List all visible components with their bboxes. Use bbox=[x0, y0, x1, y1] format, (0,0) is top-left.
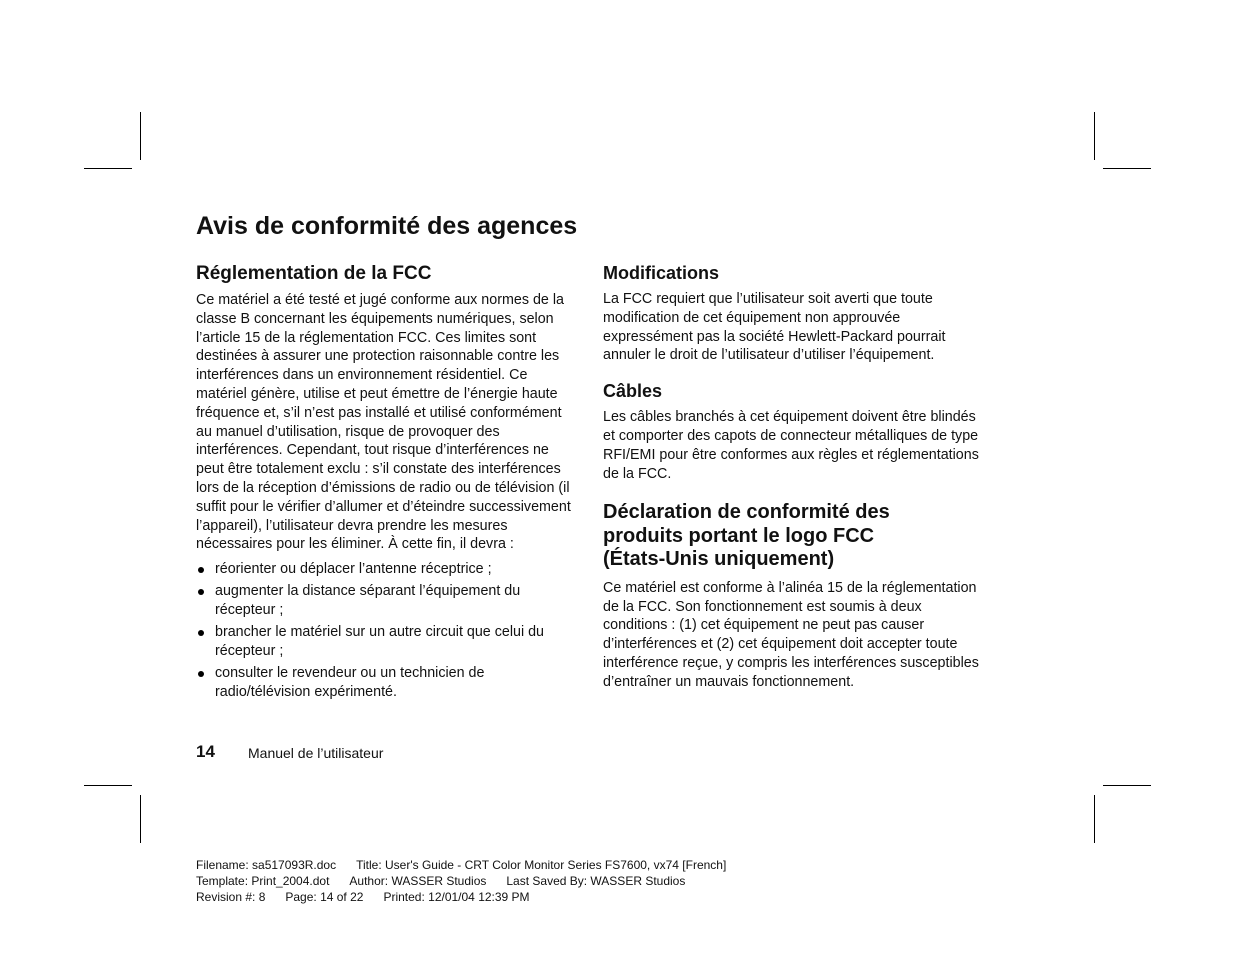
metadata-line bbox=[196, 857, 726, 873]
crop-mark-bottom-right-horizontal bbox=[1103, 785, 1151, 786]
bullet-icon bbox=[198, 671, 204, 677]
metadata-printed: Printed: 12/01/04 12:39 PM bbox=[383, 890, 530, 904]
list-item bbox=[196, 560, 576, 580]
bullet-icon bbox=[198, 630, 204, 636]
left-column bbox=[196, 262, 576, 705]
metadata-author: Author: WASSER Studios bbox=[349, 874, 487, 888]
declaration-paragraph: Ce matériel est conforme à l’alinéa 15 de la réglementation de la FCC. Son fonctionnement est soumis à deux conditions : (1) cet équipement ne peut pas causer d’interférences et (2) cet équipement doit accepter toute interférence reçue, y compris les interférences susceptibles d’entraîner un mauvais fonctionnement. bbox=[603, 579, 979, 690]
remedy-list bbox=[196, 560, 576, 703]
crop-mark-bottom-left-vertical bbox=[140, 795, 141, 843]
modifications-paragraph: La FCC requiert que l’utilisateur soit averti que toute modification de cet équipement non approuvée expressément pas la société Hewlett-Packard pourrait annuler le droit de l’utilisateur d’utiliser l’équipement. bbox=[603, 291, 946, 364]
page-footer bbox=[196, 742, 384, 762]
list-item-text: réorienter ou déplacer l’antenne réceptrice ; bbox=[215, 561, 492, 578]
list-item bbox=[196, 664, 576, 703]
metadata-filename: Filename: sa517093R.doc bbox=[196, 858, 337, 872]
crop-mark-top-left-vertical bbox=[140, 112, 141, 160]
right-column bbox=[603, 262, 983, 692]
metadata-line bbox=[196, 889, 726, 905]
metadata-revision: Revision #: 8 bbox=[196, 890, 266, 904]
metadata-last-saved: Last Saved By: WASSER Studios bbox=[506, 874, 686, 888]
list-item-text: brancher le matériel sur un autre circuit que celui du récepteur ; bbox=[215, 623, 544, 660]
list-item bbox=[196, 623, 576, 662]
running-footer-title: Manuel de l’utilisateur bbox=[248, 745, 384, 761]
document-metadata bbox=[196, 857, 726, 905]
list-item-text: consulter le revendeur ou un technicien de radio/télévision expérimenté. bbox=[215, 664, 485, 701]
metadata-page: Page: 14 of 22 bbox=[285, 890, 364, 904]
cables-paragraph: Les câbles branchés à cet équipement doivent être blindés et comporter des capots de connecteur métalliques de type RFI/EMI pour être conformes aux règles et réglementations de la FCC. bbox=[603, 409, 979, 482]
fcc-regulation-heading: Réglementation de la FCC bbox=[196, 263, 432, 284]
crop-mark-top-left-horizontal bbox=[84, 168, 132, 169]
cables-heading: Câbles bbox=[603, 381, 663, 402]
crop-mark-bottom-left-horizontal bbox=[84, 785, 132, 786]
bullet-icon bbox=[198, 567, 204, 573]
crop-mark-bottom-right-vertical bbox=[1094, 795, 1095, 843]
page-title: Avis de conformité des agences bbox=[196, 212, 578, 240]
declaration-heading bbox=[603, 501, 983, 572]
metadata-template: Template: Print_2004.dot bbox=[196, 874, 330, 888]
bullet-icon bbox=[198, 589, 204, 595]
metadata-title: Title: User's Guide - CRT Color Monitor Series FS7600, vx74 [French] bbox=[356, 858, 727, 872]
page-number: 14 bbox=[196, 742, 215, 761]
list-item-text: augmenter la distance séparant l’équipement du récepteur ; bbox=[215, 582, 521, 619]
declaration-heading-line: Déclaration de conformité des bbox=[603, 501, 890, 524]
modifications-heading: Modifications bbox=[603, 263, 719, 283]
crop-mark-top-right-vertical bbox=[1094, 112, 1095, 160]
crop-mark-top-right-horizontal bbox=[1103, 168, 1151, 169]
declaration-heading-line: produits portant le logo FCC bbox=[603, 524, 875, 547]
metadata-line bbox=[196, 873, 726, 889]
declaration-heading-line: (États-Unis uniquement) bbox=[603, 548, 835, 571]
list-item bbox=[196, 582, 576, 621]
fcc-regulation-paragraph: Ce matériel a été testé et jugé conforme aux normes de la classe B concernant les équipements numériques, selon l’article 15 de la réglementation FCC. Ces limites sont destinées à assurer une protection raisonnable contre les interférences dans un environnement résidentiel. Ce matériel génère, utilise et peut émettre de l’énergie haute fréquence et, s’il n’est pas installé et utilisé conformément au manuel d’utilisation, risque de provoquer des interférences. Cependant, tout risque d’interférences ne peut être totalement exclu : s’il constate des interférences lors de la réception d’émissions de radio ou de télévision (il suffit pour le vérifier d’allumer et d’éteindre successivement l’appareil), l’utilisateur devra prendre les mesures nécessaires pour les éliminer. À cette fin, il devra : bbox=[196, 292, 571, 553]
